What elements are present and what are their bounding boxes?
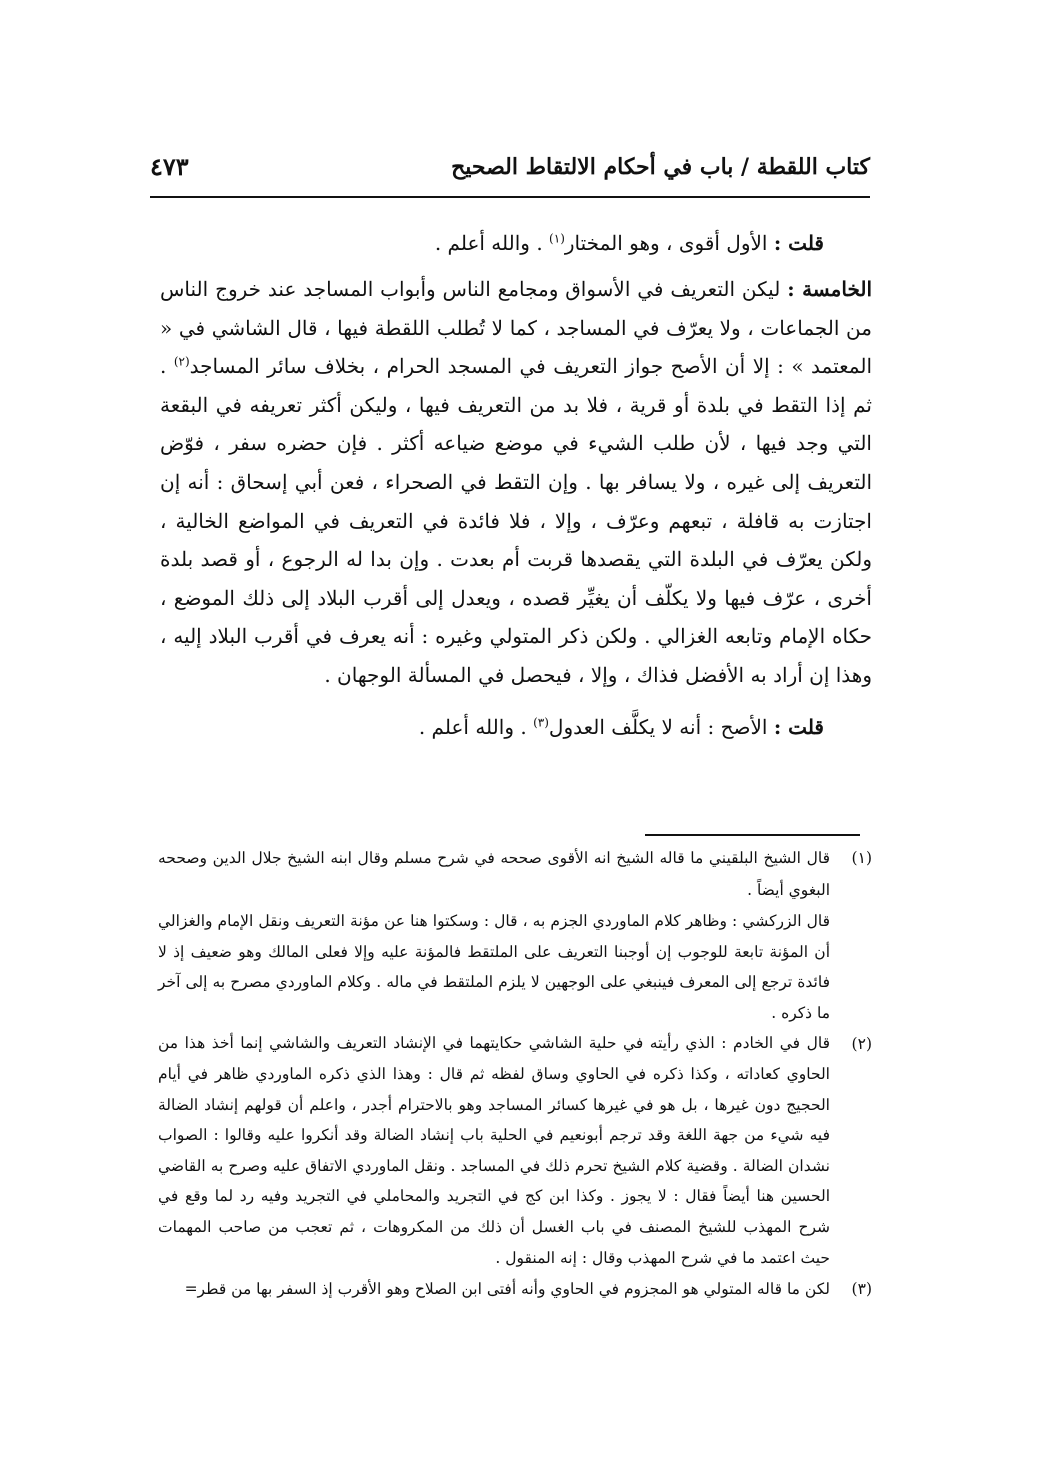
qultu-label: قلت : <box>773 231 824 255</box>
footnote-1 <box>158 842 872 1028</box>
footnote-body <box>158 842 830 1028</box>
footnote-paragraph: قال الشيخ البلقيني ما قاله الشيخ انه الأقوى صححه في شرح مسلم وقال ابنه الشيخ جلال الدين وصححه البغوي أيضاً . <box>158 849 830 899</box>
footnote-number: (١) <box>851 849 872 867</box>
khamisa-text-a: ليكن التعريف في الأسواق ومجامع الناس وأبواب المساجد عند خروج الناس من الجماعات ، ولا يعرّف في المساجد ، كما لا تُطلب اللقطة فيها ، قال الشاشي في « المعتمد » : إلا أن الأصح جواز التعريف في المسجد الحرام ، بخلاف سائر المساجد <box>160 277 872 379</box>
paragraph-intro <box>160 220 872 266</box>
footnote-number: (٢) <box>851 1035 872 1054</box>
paragraph-khamisa <box>160 270 872 695</box>
footnote-3 <box>158 1273 872 1305</box>
footnote-ref-2[interactable]: (٢) <box>173 354 190 369</box>
end-closing: . والله أعلم . <box>418 714 527 739</box>
page-header <box>150 150 870 198</box>
footnote-paragraph: لكن ما قاله المتولي هو المجزوم في الحاوي وأنه أفتى ابن الصلاح وهو الأقرب إذ السفر بها من قطر= <box>184 1280 830 1299</box>
footnote-ref-1[interactable]: (١) <box>549 231 565 246</box>
intro-text: الأول أقوى ، وهو المختار <box>564 231 768 255</box>
footnote-paragraph: قال في الخادم : الذي رأيته في حلية الشاشي حكايتهما في الإنشاد التعريف والشاشي إنما أخذ هذا من الحاوي كعاداته ، وكذا ذكره في الحاوي وساق لفظه ثم قال : وهذا الذي ذكره الماوردي ظاهر في أيام الحجيج دون غيرها ، بل هو في غيرها كسائر المساجد وهو بالاحترام أجدر ، واعلم أن قولهم إنشاد الضالة فيه شيء من جهة اللغة وقد ترجم أبونعيم في الحلية باب إنشاد الضالة وقد أنكروا عليه وقالوا : الصواب نشدان الضالة . وقضية كلام الشيخ تحرم ذلك في المساجد . ونقل الماوردي الاتفاق عليه وصرح به القاضي الحسين هنا أيضاً فقال : لا يجوز . وكذا ابن كج في التجريد والمحاملي في التجريد وفيه رد لما وقع في شرح المهذب للشيخ المصنف في باب الغسل أن ذلك من المكروهات ، ثم تعجب من صاحب المهمات حيث اعتمد ما في شرح المهذب وقال : إنه المنقول . <box>158 1034 830 1267</box>
footnote-paragraph: قال الزركشي : وظاهر كلام الماوردي الجزم به ، قال : وسكتوا هنا عن مؤنة التعريف ونقل الإمام والغزالي أن المؤنة تابعة للوجوب إن أوجبنا التعريف على الملتقط فالمؤنة عليه وإلا فعلى المالك وهو ضعيف إذ لا فائدة ترجع إلى المعرف فينبغي على الوجهين لا يلزم الملتقط في ماله . وكلام الماوردي مصرح به إلى آخر ما ذكره . <box>158 912 830 1022</box>
intro-closing: . والله أعلم . <box>434 231 543 255</box>
footnotes <box>158 842 872 1305</box>
footnote-body <box>158 1273 830 1305</box>
footnote-number: (٣) <box>851 1280 872 1299</box>
main-text <box>160 220 872 749</box>
page-number: ٤٧٣ <box>150 152 189 181</box>
footnote-ref-3[interactable]: (٣) <box>533 714 549 729</box>
end-text: الأصح : أنه لا يكلَّف العدول <box>548 714 768 739</box>
footnote-separator <box>645 834 860 836</box>
running-title: كتاب اللقطة / باب في أحكام الالتقاط الصحيح <box>451 154 870 180</box>
khamisa-label: الخامسة : <box>787 277 873 301</box>
footnote-body <box>158 1028 830 1273</box>
khamisa-text-b: . ثم إذا التقط في بلدة أو قرية ، فلا بد من التعريف فيها ، وليكن أكثر تعريفه في البقعة التي وجد فيها ، لأن طلب الشيء في موضع ضياعه أكثر . فإن حضره سفر ، فوّض التعريف إلى غيره ، ولا يسافر بها . وإن التقط في الصحراء ، فعن أبي إسحاق : أنه إن اجتازت به قافلة ، تبعهم وعرّف ، وإلا ، فلا فائدة في التعريف في المواضع الخالية ، ولكن يعرّف في البلدة التي يقصدها قربت أم بعدت . وإن بدا له الرجوع ، أو قصد بلدة أخرى ، عرّف فيها ولا يكلّف أن يغيِّر قصده ، ويعدل إلى أقرب البلاد إلى ذلك الموضع ، حكاه الإمام وتابعه الغزالي . ولكن ذكر المتولي وغيره : أنه يعرف في أقرب البلاد إليه ، وهذا إن أراد به الأفضل فذاك ، وإلا ، فيحصل في المسألة الوجهان . <box>160 354 872 687</box>
qultu-label-2: قلت : <box>773 714 824 739</box>
footnote-2 <box>158 1028 872 1273</box>
paragraph-end <box>160 705 872 749</box>
